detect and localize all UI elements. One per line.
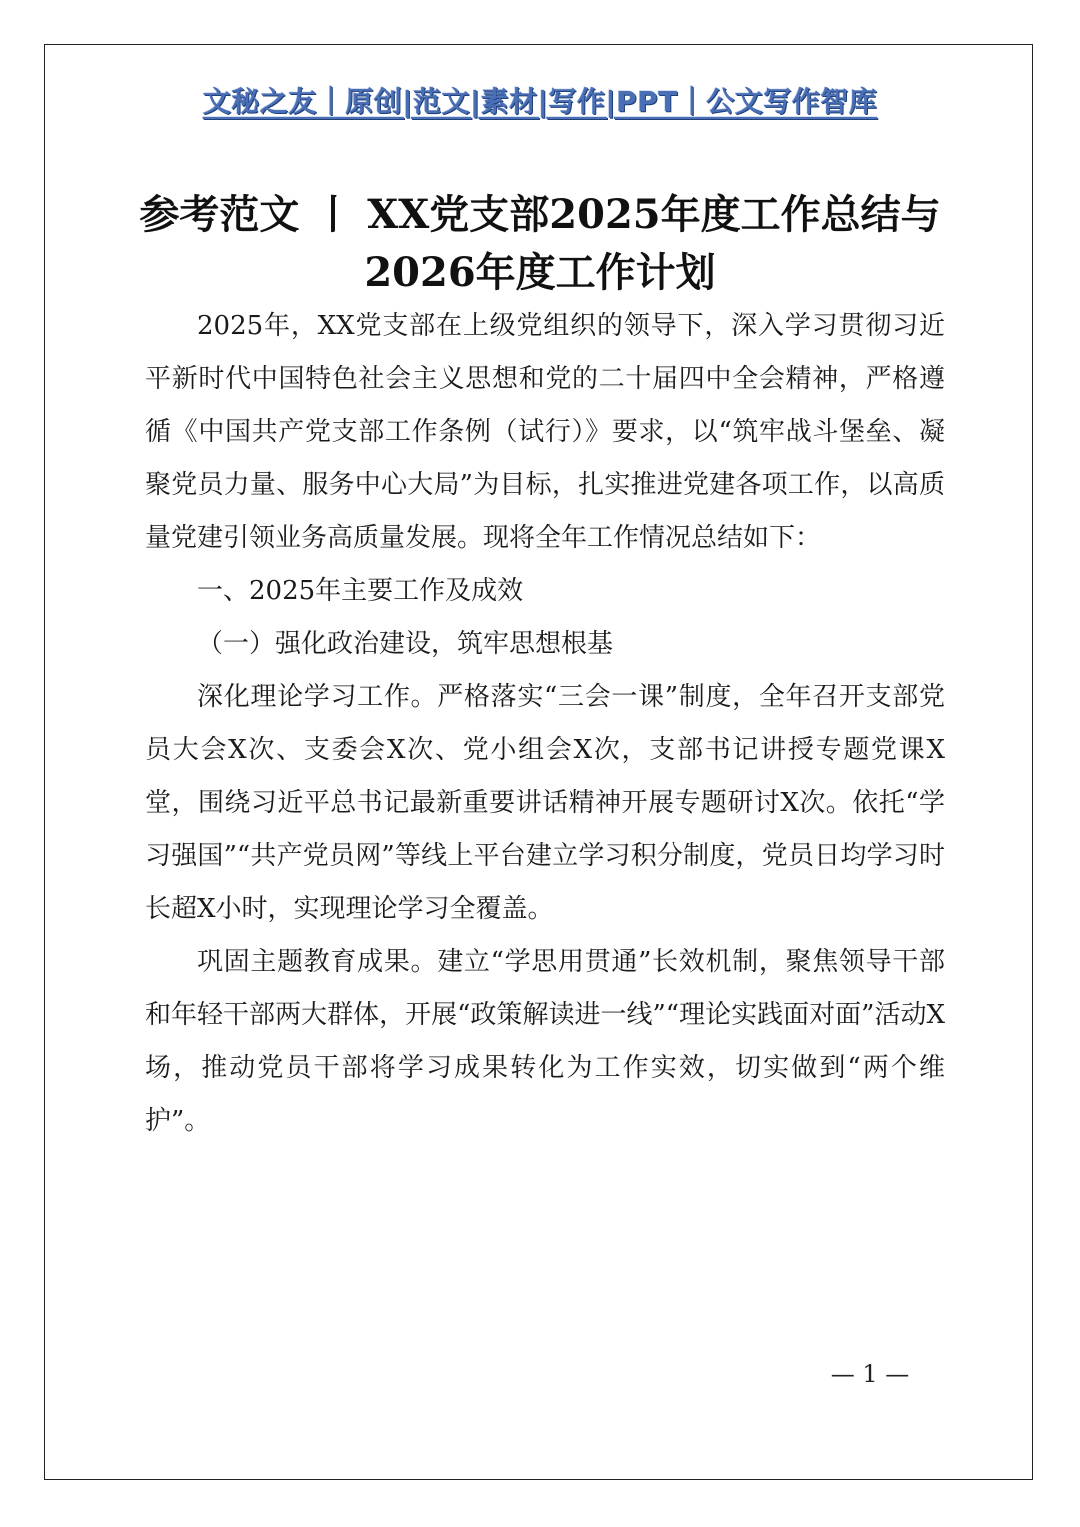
document-body [145, 300, 945, 1148]
body-paragraph-1: 深化理论学习工作。严格落实“三会一课”制度，全年召开支部党员大会X次、支委会X次、党小组会X次，支部书记讲授专题党课X堂，围绕习近平总书记最新重要讲话精神开展专题研讨X次。依托“学习强国”“共产党员网”等线上平台建立学习积分制度，党员日均学习时长超X小时，实现理论学习全覆盖。 [145, 682, 945, 924]
header-banner[interactable]: 文秘之友｜原创|范文|素材|写作|PPT｜公文写作智库 [202, 85, 878, 118]
document-title: 参考范文 丨 XX党支部2025年度工作总结与2026年度工作计划 [139, 191, 941, 296]
page-number: — 1 — [830, 1360, 910, 1388]
section-heading: 一、2025年主要工作及成效 [197, 576, 524, 606]
intro-paragraph: 2025年，XX党支部在上级党组织的领导下，深入学习贯彻习近平新时代中国特色社会主义思想和党的二十届四中全会精神，严格遵循《中国共产党支部工作条例（试行）》要求，以“筑牢战斗堡垒、凝聚党员力量、服务中心大局”为目标，扎实推进党建各项工作，以高质量党建引领业务高质量发展。现将全年工作情况总结如下： [145, 311, 945, 553]
body-paragraph-2: 巩固主题教育成果。建立“学思用贯通”长效机制，聚焦领导干部和年轻干部两大群体，开展“政策解读进一线”“理论实践面对面”活动X场，推动党员干部将学习成果转化为工作实效，切实做到“两个维护”。 [145, 947, 945, 1136]
subsection-heading: （一）强化政治建设，筑牢思想根基 [197, 629, 614, 659]
